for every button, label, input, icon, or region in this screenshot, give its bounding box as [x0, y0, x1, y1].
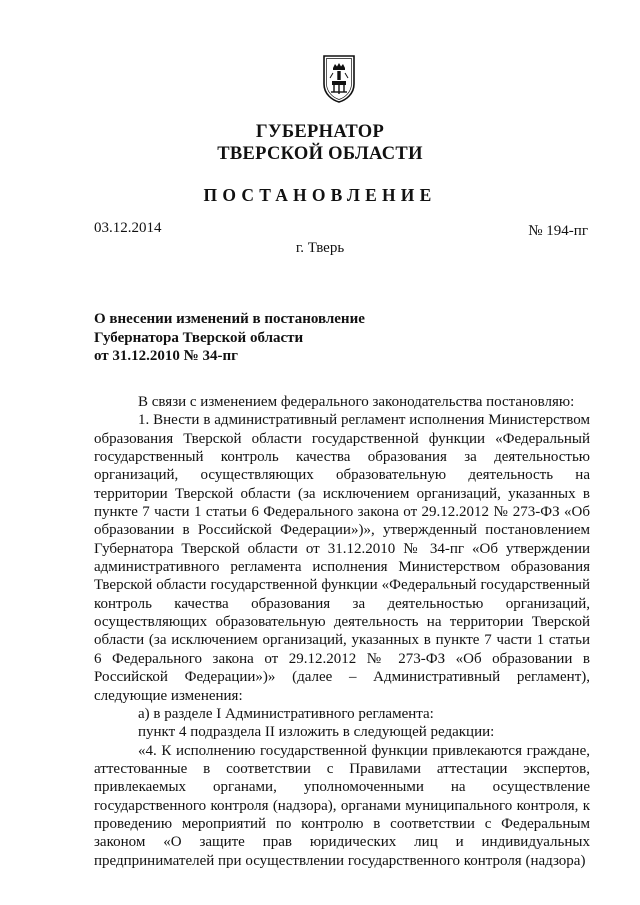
document-body [94, 393, 590, 870]
body-paragraph: а) в разделе I Административного регламента: [138, 705, 434, 722]
document-city: г. Тверь [295, 240, 345, 256]
body-paragraph: В связи с изменением федерального законодательства постановляю: [138, 394, 575, 410]
coat-of-arms-icon [322, 54, 356, 104]
document-number: № 194-пг [528, 223, 588, 239]
document-type-heading: ПОСТАНОВЛЕНИЕ [203, 185, 437, 205]
body-paragraph: «4. К исполнению государственной функции привлекаются граждане, аттестованные в соответствии с Правилами аттестации экспертов, привлекаемых органами, уполномоченными на осуществление государственного контроля (надзора), органами муниципального контроля, к проведению мероприятий по контролю в соответствии с Федеральным законом «О защите прав юридических лиц и индивидуальных предпринимателей при осуществлении государственного контроля (надзора) [94, 742, 590, 869]
body-paragraph: пункт 4 подраздела II изложить в следующей редакции: [138, 724, 495, 741]
subject-line: Губернатора Тверской области [94, 329, 304, 346]
issuer-title-line1: ГУБЕРНАТОР [255, 122, 385, 142]
issuer-title-line2: ТВЕРСКОЙ ОБЛАСТИ [217, 144, 423, 164]
body-paragraph: 1. Внести в административный регламент исполнения Министерством образования Тверской области государственной функции «Федеральный государственный контроль качества образования за деятельностью организаций, осуществляющих образовательную деятельность на территории Тверской области (за исключением организаций, указанных в пункте 7 части 1 статьи 6 Федерального закона от 29.12.2012 № 273-ФЗ «Об образовании в Российской Федерации»)», утвержденный постановлением Губернатора Тверской области от 31.12.2010 № 34-пг «Об утверждении административного регламента исполнения Министерством образования Тверской области государственной функции «Федеральный государственный контроль качества образования за деятельностью организаций, осуществляющих образовательную деятельность на территории Тверской области (за исключением организаций, указанных в пункте 7 части 1 статьи 6 Федерального закона от 29.12.2012 № 273-ФЗ «Об образовании в Российской Федерации»)» (далее – Административный регламент), следующие изменения: [94, 412, 590, 704]
subject-line: О внесении изменений в постановление [94, 311, 365, 327]
subject-line: от 31.12.2010 № 34-пг [94, 348, 238, 364]
document-date: 03.12.2014 [94, 220, 162, 236]
document-subject [94, 310, 414, 366]
